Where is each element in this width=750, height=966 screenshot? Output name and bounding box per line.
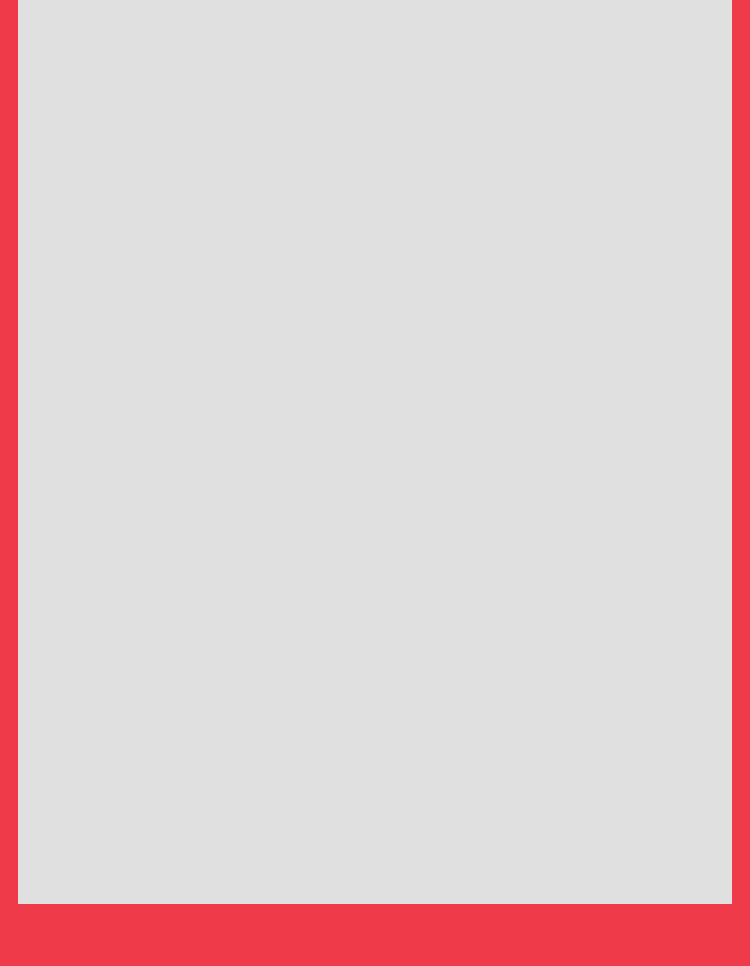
footer [0, 904, 750, 966]
table-background [18, 0, 732, 904]
